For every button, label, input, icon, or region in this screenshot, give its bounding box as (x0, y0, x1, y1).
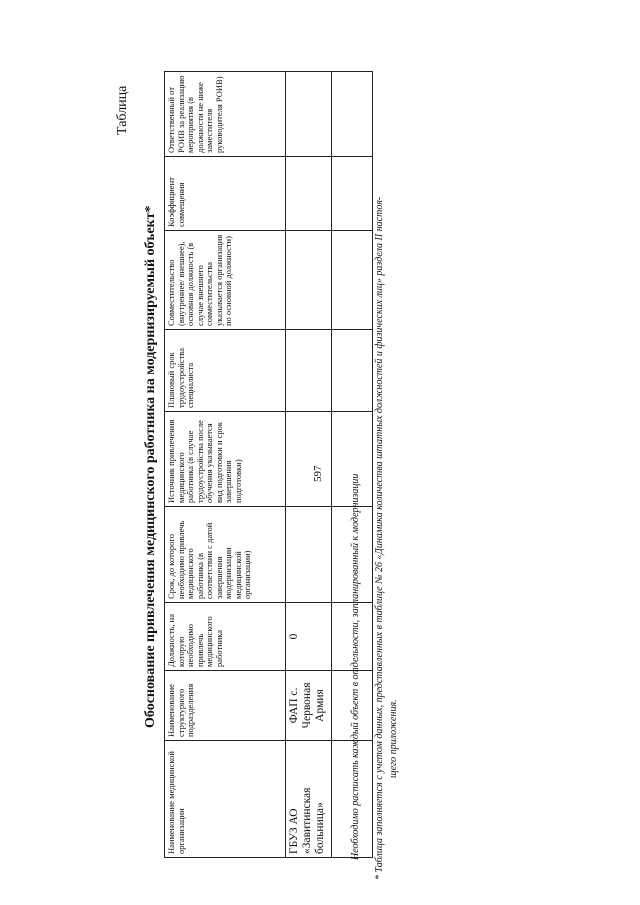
header-cell: Наименование медицинской организации (165, 741, 286, 858)
header-cell: Источник привлечения медицинского работника (в случае трудоустройства после обучения указывается вид подготовки и срок завершения подготовки) (165, 412, 286, 507)
header-cell: Плановый срок трудоустройства специалиста (165, 330, 286, 412)
table-cell (332, 330, 373, 412)
modernization-note: Необходимо расписать каждый объект в отдельности, запланированный к модернизации (350, 473, 361, 860)
table-cell (286, 157, 332, 231)
header-cell: Наименование структурного подразделения (165, 671, 286, 741)
table-cell (332, 231, 373, 330)
header-cell: Коэффициент совмещения (165, 157, 286, 231)
table-cell (332, 72, 373, 157)
header-cell: Должность, на которую необходимо привлечь медицинского работника (165, 603, 286, 671)
staffing-table (164, 71, 373, 858)
header-cell: Срок, до которого необходимо привлечь медицинского работника (в соответствии с датой завершения модернизации медицинской организации) (165, 507, 286, 603)
table-cell (286, 507, 332, 603)
table-cell: 0 (286, 603, 332, 671)
table-cell: ГБУЗ АО «Завитинская больница» (286, 741, 332, 858)
table-cell (286, 72, 332, 157)
page-number: 597 (312, 465, 324, 482)
table-cell (286, 330, 332, 412)
table-row (286, 72, 332, 858)
table-cell: ФАП с. Червоная Армия (286, 671, 332, 741)
table-header-row (165, 72, 286, 858)
document-title: Обоснование привлечения медицинского работника на модернизируемый объект* (143, 205, 158, 728)
table-cell (332, 157, 373, 231)
header-cell: Ответственный от РОИВ за реализацию мероприятия (в должности не ниже заместителя руководителя РОИВ) (165, 72, 286, 157)
table-cell (286, 412, 332, 507)
table-label: Таблица (115, 85, 130, 135)
header-cell: Совместительство (внутреннее/ внешнее), основная должность (в случае внешнего совместительства указывается организация по основной должности) (165, 231, 286, 330)
footnote-line-2: щего приложения. (388, 699, 399, 778)
table-cell (286, 231, 332, 330)
footnote-line-1: * Таблица заполняется с учетом данных, представленных в таблице № 26 «Динамика количества штатных должностей и физических лиц» раздела II настоя- (374, 196, 385, 880)
